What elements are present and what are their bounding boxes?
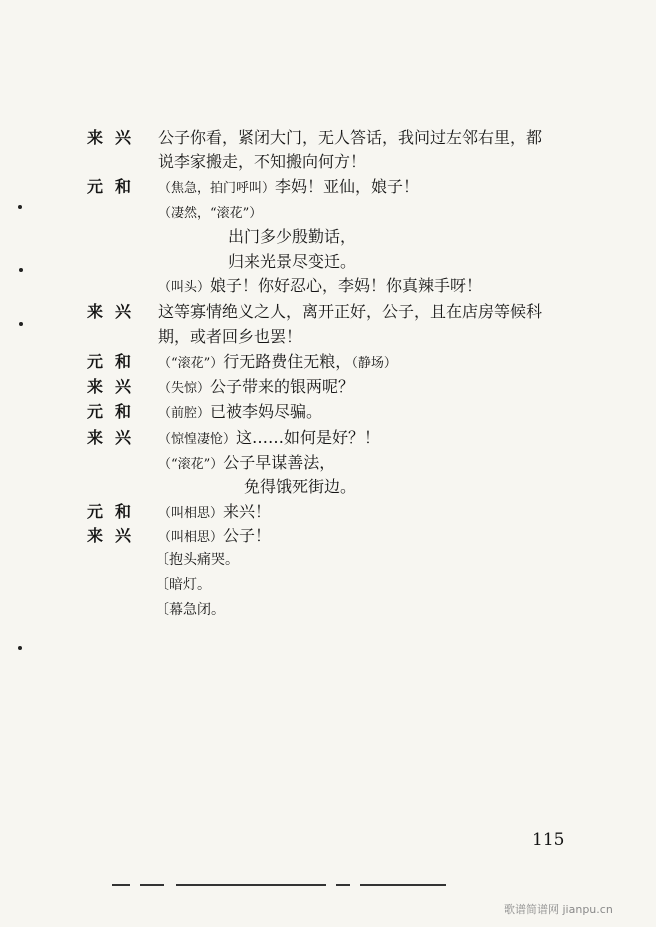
dialogue-line: 公子你看，紧闭大门，无人答话，我问过左邻右里，都 [158, 128, 543, 147]
dialogue-text: 公子！ [223, 526, 272, 545]
speaker-yuanhe: 元和 [87, 402, 144, 421]
footer-rule [176, 884, 326, 886]
speaker-laixing: 来兴 [87, 377, 144, 396]
stage-direction: （凄然，“滚花”） [158, 206, 263, 221]
stage-direction: 〔抱头痛哭。 [155, 552, 239, 568]
dialogue-line [158, 350, 397, 376]
dialogue-line [158, 524, 271, 550]
dialogue-text: 公子早谋善法， [223, 453, 336, 472]
dialogue-text: 已被李妈尽骗。 [210, 402, 323, 421]
stage-direction: （“滚花”） [158, 356, 224, 371]
verse-line: 出门多少殷勤话， [228, 227, 357, 246]
speaker-laixing: 来兴 [87, 428, 144, 447]
verse-line: 归来光景尽变迁。 [228, 252, 357, 271]
stage-direction: （叫相思） [158, 530, 224, 545]
stage-direction: （叫相思） [158, 506, 224, 521]
dialogue-text: 这……如何是好？！ [236, 428, 381, 447]
dialogue-line [158, 175, 419, 201]
speaker-yuanhe: 元和 [87, 177, 144, 196]
stage-direction: （惊惶凄怆） [158, 432, 237, 447]
scan-speck [19, 322, 23, 326]
scan-speck [18, 205, 22, 209]
dialogue-line [158, 200, 262, 226]
dialogue-line [158, 400, 322, 426]
page-number: 115 [532, 830, 565, 850]
stage-direction: （失惊） [158, 381, 211, 396]
dialogue-line [158, 375, 354, 401]
speaker-laixing: 来兴 [87, 526, 144, 545]
speaker-yuanhe: 元和 [87, 502, 144, 521]
dialogue-text: 行无路费住无粮， [223, 352, 352, 371]
dialogue-line [158, 451, 335, 477]
stage-direction: 〔幕急闭。 [155, 602, 225, 618]
stage-direction: （前腔） [158, 406, 211, 421]
speaker-laixing: 来兴 [87, 302, 144, 321]
dialogue-text: 公子带来的银两呢？ [210, 377, 355, 396]
footer-rule [336, 884, 350, 886]
stage-direction: 〔暗灯。 [155, 577, 211, 593]
stage-direction: （“滚花”） [158, 457, 224, 472]
speaker-laixing: 来兴 [87, 128, 144, 147]
speaker-yuanhe: 元和 [87, 352, 144, 371]
watermark: 歌谱简谱网 jianpu.cn [504, 903, 613, 916]
dialogue-line [158, 274, 482, 300]
stage-direction: （静场） [351, 356, 397, 371]
stage-direction: （叫头） [158, 280, 211, 295]
dialogue-line [158, 500, 271, 526]
dialogue-line: 这等寡情绝义之人，离开正好，公子，且在店房等候科 [158, 302, 543, 321]
footer-rule [112, 884, 130, 886]
verse-line: 免得饿死街边。 [244, 477, 357, 496]
dialogue-line [158, 426, 380, 452]
dialogue-text: 来兴！ [223, 502, 272, 521]
footer-rule [140, 884, 164, 886]
dialogue-line: 说李家搬走，不知搬向何方！ [158, 152, 367, 171]
footer-rule [360, 884, 446, 886]
scan-speck [19, 268, 23, 272]
dialogue-text: 娘子！你好忍心，李妈！你真辣手呀！ [210, 276, 483, 295]
scan-speck [18, 646, 22, 650]
stage-direction: （焦急，拍门呼叫） [158, 181, 276, 196]
dialogue-text: 李妈！亚仙，娘子！ [275, 177, 420, 196]
dialogue-line: 期，或者回乡也罢！ [158, 327, 303, 346]
